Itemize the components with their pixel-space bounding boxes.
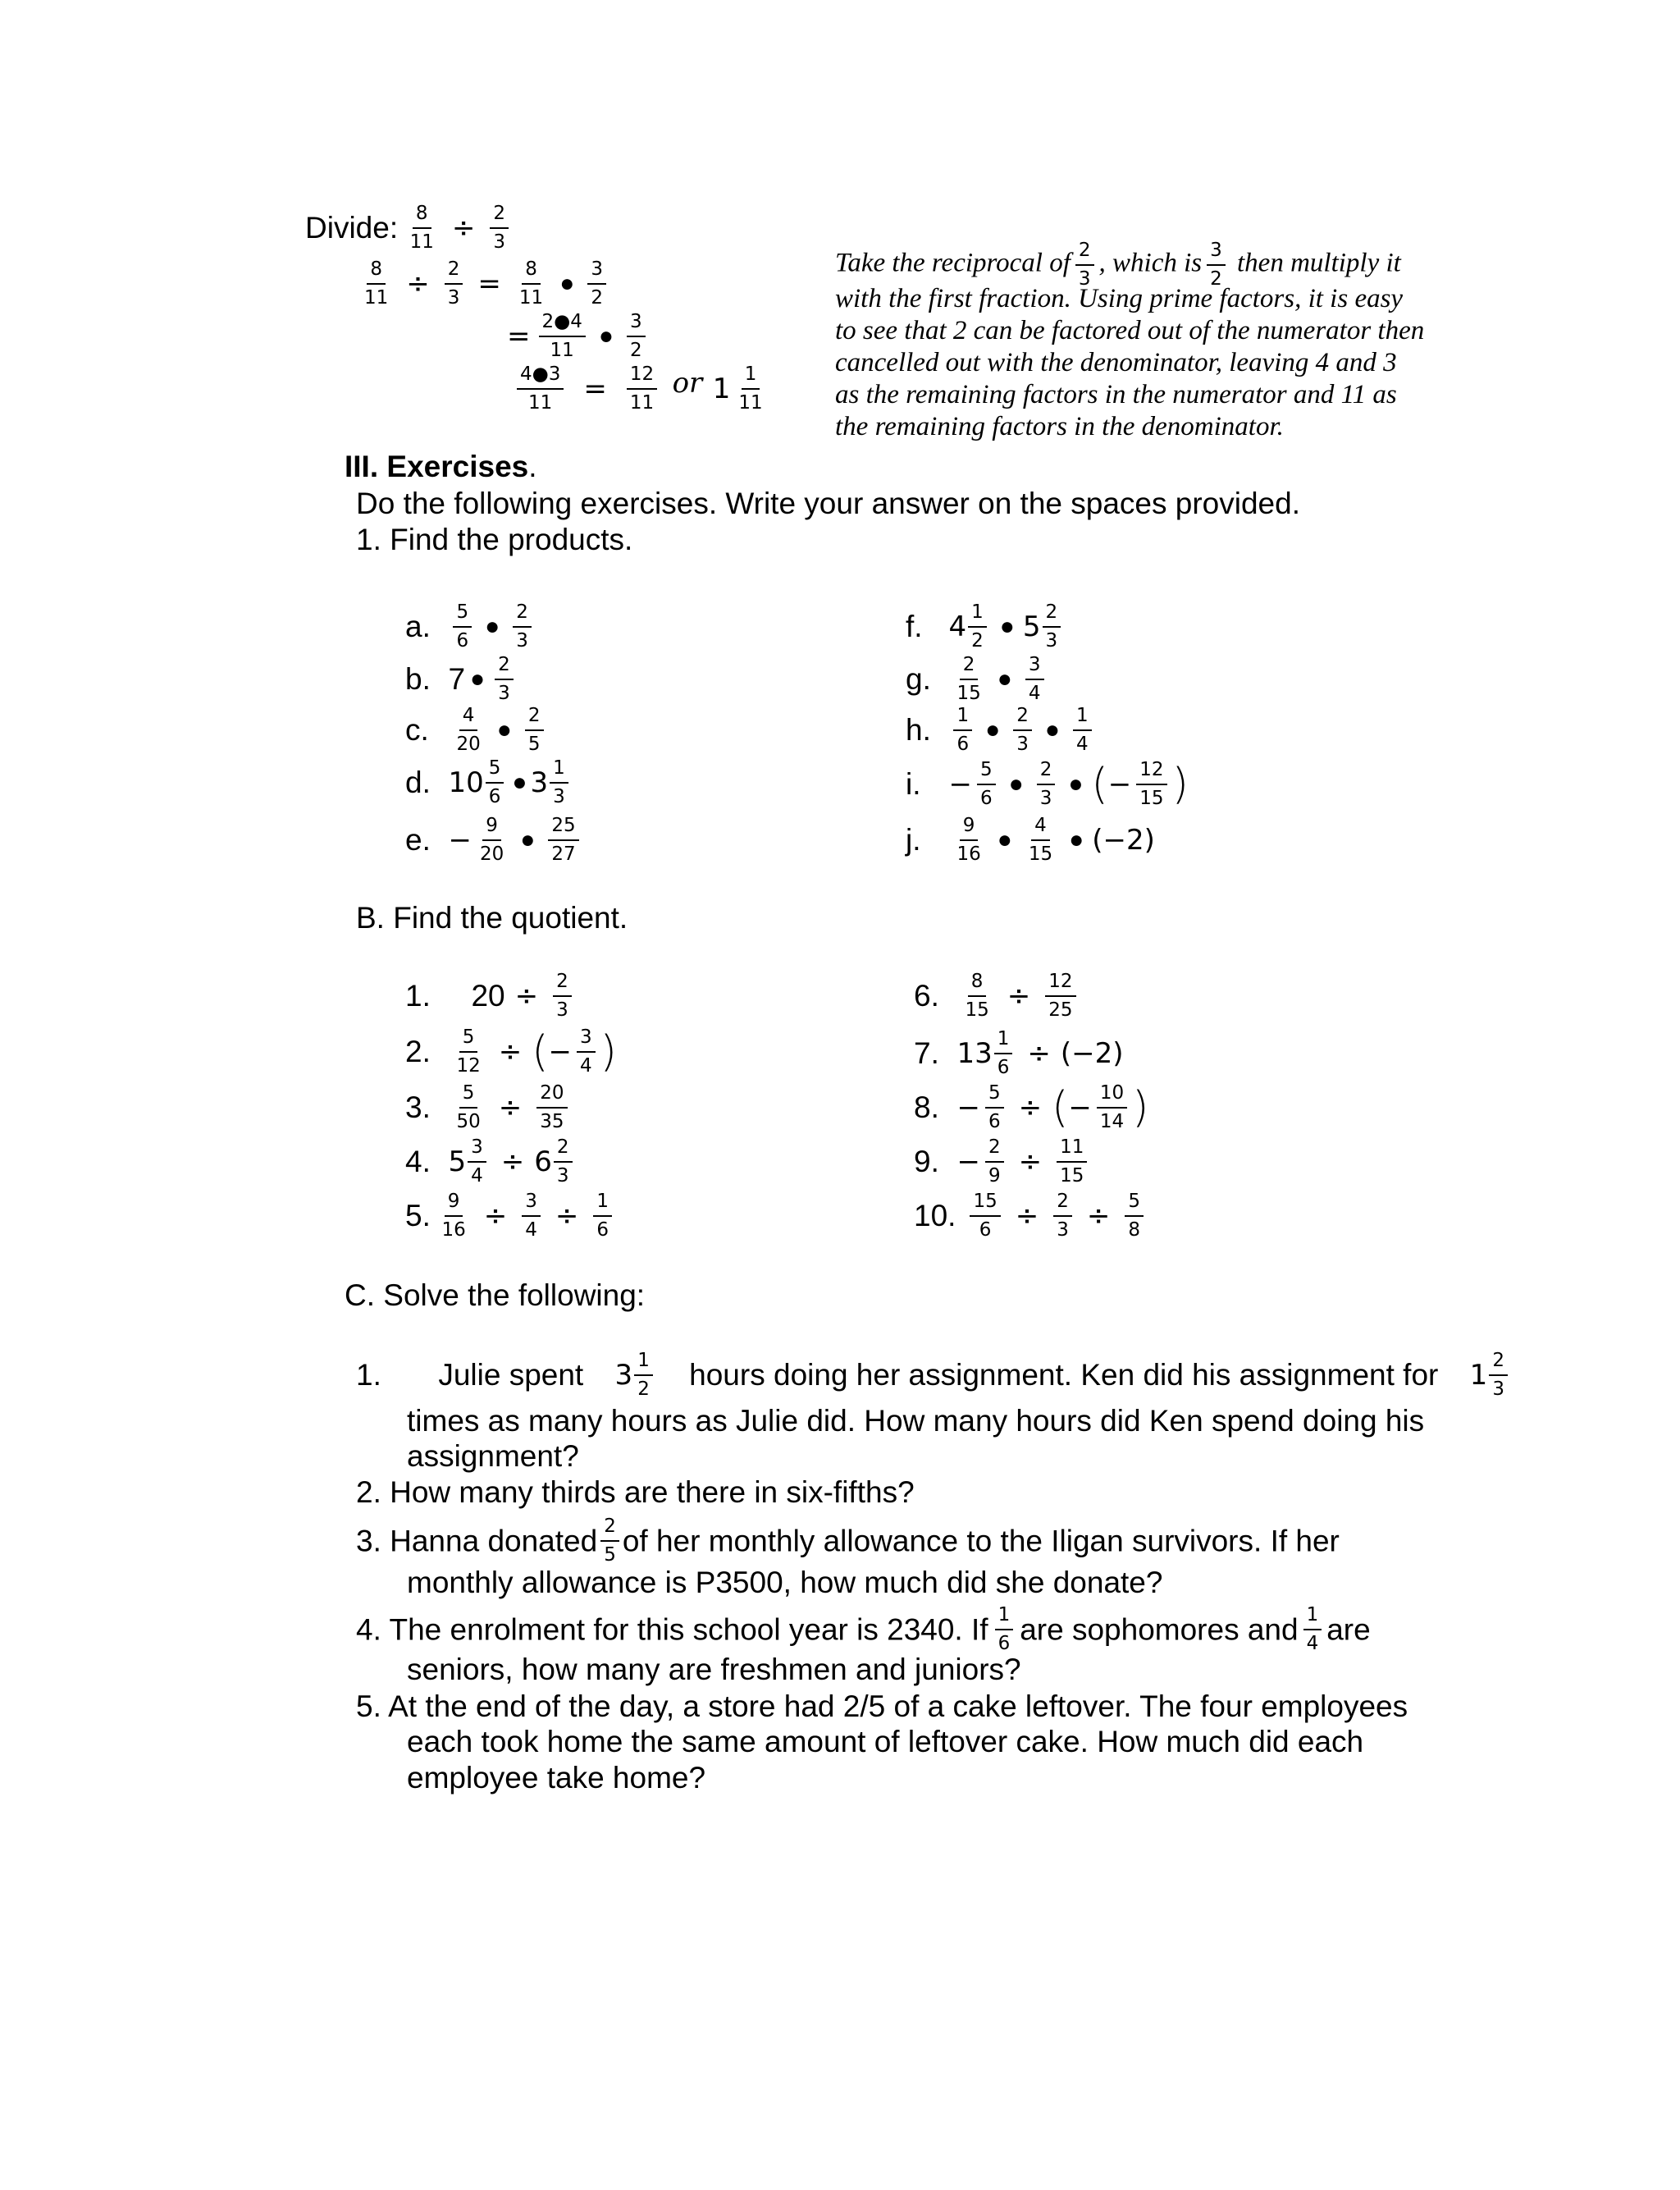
example-step-2: = $\frac{2●4}{11}$ ● $\frac{3}{2}$ — [504, 310, 651, 363]
partB-title: B. Find the quotient. — [356, 901, 628, 935]
fraction: $\frac{8}{11}$ — [409, 203, 434, 253]
product-d: d. 10 $\frac{5}{6}$ ● 3 $\frac{1}{3}$ — [405, 757, 573, 809]
quotient-9: 9. − $\frac{2}{9}$ ÷ $\frac{11}{15}$ — [914, 1136, 1092, 1188]
quotient-5: 5. $\frac{9}{16}$ ÷ $\frac{3}{4}$ ÷ $\frac{1}{6}$ — [405, 1190, 617, 1242]
divide-label: Divide: — [305, 210, 399, 245]
product-j: j. $\frac{9}{16}$ ● $\frac{4}{15}$ ● (−2) — [906, 815, 1155, 865]
explanation-line: as the remaining factors in the numerator and 11 as — [835, 380, 1397, 409]
part1-title: 1. Find the products. — [356, 523, 633, 556]
explanation-line: the remaining factors in the denominator. — [835, 412, 1284, 441]
quotient-10: 10. $\frac{15}{6}$ ÷ $\frac{2}{3}$ ÷ $\frac{5}{8}$ — [914, 1190, 1148, 1242]
quotient-2: 2. $\frac{5}{12}$ ÷ (− $\frac{3}{4}$ ) — [405, 1026, 617, 1077]
explanation-line: with the first fraction. Using prime factors, it is easy — [835, 284, 1404, 313]
product-b: b. 7 ● $\frac{2}{3}$ — [405, 653, 518, 706]
product-c: c. $\frac{4}{20}$ ● $\frac{2}{5}$ — [405, 704, 549, 757]
problem-4-line-2: seniors, how many are freshmen and juniors? — [407, 1653, 1021, 1686]
quotient-6: 6. $\frac{8}{15}$ ÷ $\frac{12}{25}$ — [914, 970, 1081, 1022]
problem-4-line-1: 4. The enrolment for this school year is 2340. If $\frac{1}{6}$ are sophomores and $\frac{1}{4}$ are — [356, 1604, 1371, 1654]
example-step-3: $\frac{4●3}{11}$ = $\frac{12}{11}$ or 1 $\frac{1}{11}$ — [512, 363, 771, 415]
problem-2: 2. How many thirds are there in six-fifths? — [356, 1475, 915, 1509]
problem-1-line-3: assignment? — [407, 1439, 579, 1473]
problem-3-line-2: monthly allowance is P3500, how much did she donate? — [407, 1566, 1163, 1599]
product-a: a. $\frac{5}{6}$ ● $\frac{2}{3}$ — [405, 601, 536, 653]
problem-5-line-2: each took home the same amount of leftover cake. How much did each — [407, 1725, 1364, 1758]
quotient-8: 8. − $\frac{5}{6}$ ÷ (− $\frac{10}{14}$ ) — [914, 1082, 1149, 1132]
problem-5-line-1: 5. At the end of the day, a store had 2/5 of a cake leftover. The four employees — [356, 1689, 1408, 1723]
product-i: i. − $\frac{5}{6}$ ● $\frac{2}{3}$ ● (− $\frac{12}{15}$ ) — [906, 759, 1189, 809]
problem-1-line-2: times as many hours as Julie did. How many hours did Ken spend doing his — [407, 1404, 1425, 1438]
problem-3-line-1: 3. Hanna donated $\frac{2}{5}$ of her monthly allowance to the Iligan survivors. If her — [356, 1516, 1340, 1566]
explanation-first-line: Take the reciprocal of $\frac{2}{3}$ , which is $\frac{3}{2}$ then multiply it — [835, 240, 1401, 290]
product-f: f. 4 $\frac{1}{2}$ ● 5 $\frac{2}{3}$ — [906, 601, 1066, 653]
example-step-1: $\frac{8}{11}$ ÷ $\frac{2}{3}$ = $\frac{8}{11}$ ● $\frac{3}{2}$ — [356, 258, 611, 310]
explanation-line: cancelled out with the denominator, leaving 4 and 3 — [835, 348, 1397, 377]
instructions: Do the following exercises. Write your answer on the spaces provided. — [356, 487, 1300, 520]
quotient-1: 1. 20 ÷ $\frac{2}{3}$ — [405, 970, 577, 1022]
quotient-3: 3. $\frac{5}{50}$ ÷ $\frac{20}{35}$ — [405, 1081, 573, 1134]
product-e: e. − $\frac{9}{20}$ ● $\frac{25}{27}$ — [405, 814, 584, 866]
worked-example: Divide: $\frac{8}{11}$ ÷ $\frac{2}{3}$ — [305, 202, 514, 254]
explanation-text — [835, 283, 1424, 443]
problem-5-line-3: employee take home? — [407, 1761, 706, 1795]
product-h: h. $\frac{1}{6}$ ● $\frac{2}{3}$ ● $\frac{1}{4}$ — [906, 704, 1097, 757]
problem-1-line-1: 1. Julie spent 3 $\frac{1}{2}$ hours doing her assignment. Ken did his assignment for 1 $\frac{2}{3}$ — [356, 1349, 1513, 1401]
quotient-7: 7. 13 $\frac{1}{6}$ ÷ (−2) — [914, 1028, 1124, 1078]
explanation-line: to see that 2 can be factored out of the numerator then — [835, 316, 1425, 345]
partC-title: C. Solve the following: — [345, 1278, 646, 1312]
section-heading: III. Exercises. — [345, 450, 537, 483]
fraction: $\frac{2}{3}$ — [490, 202, 509, 254]
product-g: g. $\frac{2}{15}$ ● $\frac{3}{4}$ — [906, 653, 1049, 706]
quotient-4: 4. 5 $\frac{3}{4}$ ÷ 6 $\frac{2}{3}$ — [405, 1136, 578, 1188]
or-word: or — [672, 366, 703, 400]
